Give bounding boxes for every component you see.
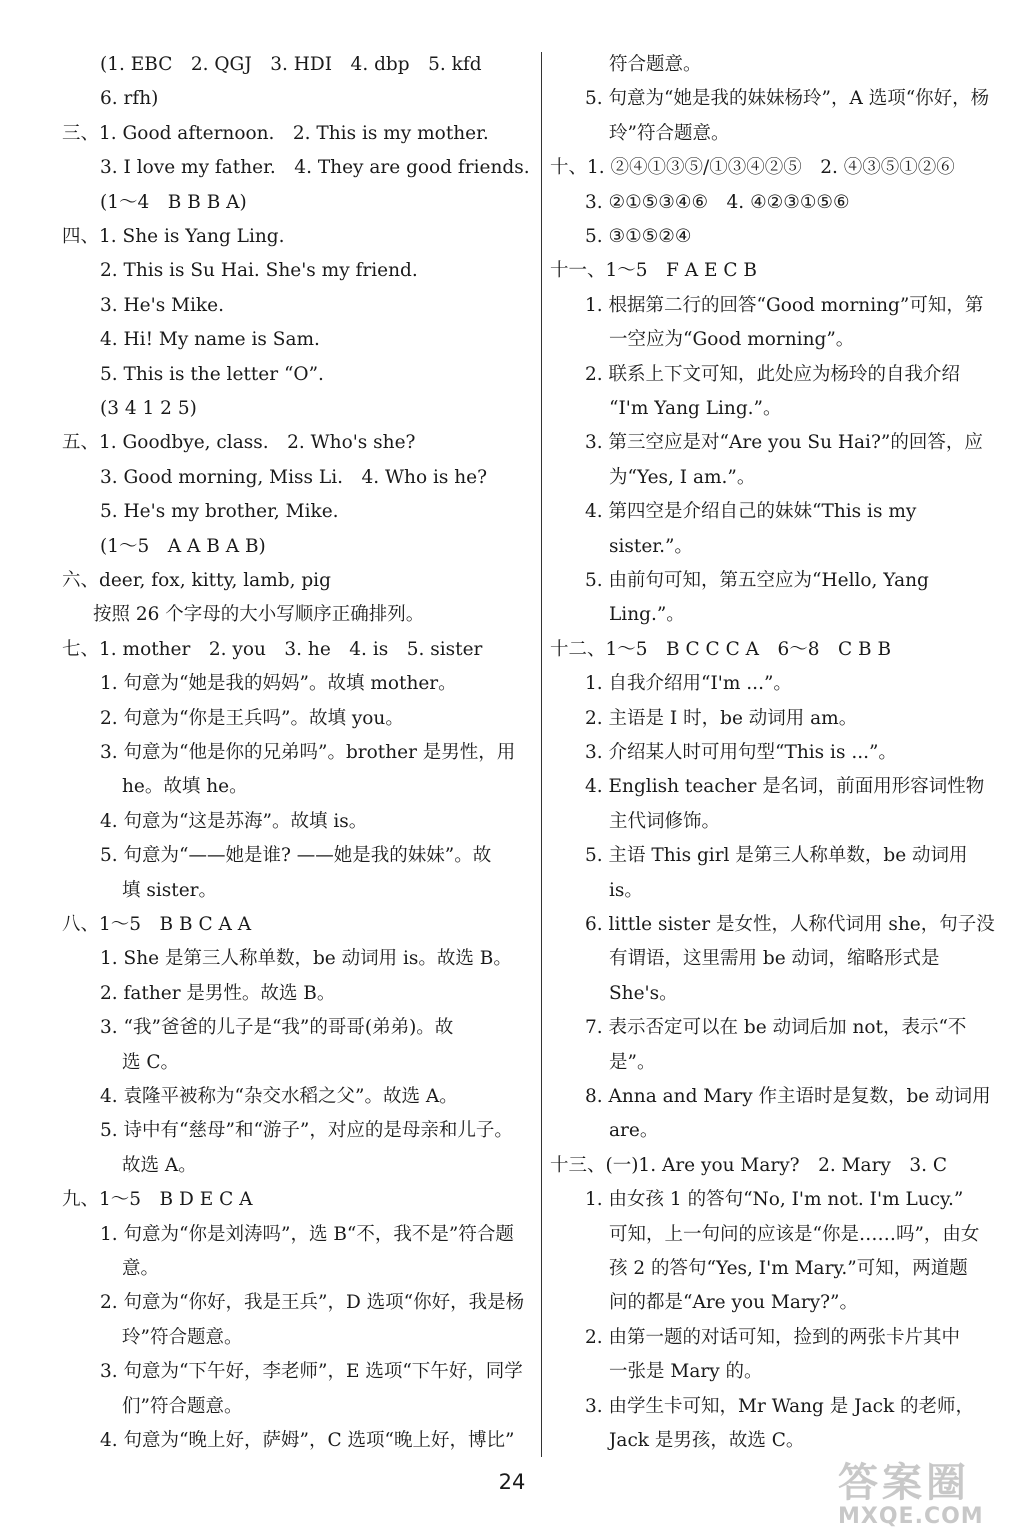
text-line: 1. 句意为“你是刘涛吗”，选 B“不，我不是”符合题 — [100, 1223, 514, 1245]
text-line: 1. 句意为“她是我的妈妈”。故填 mother。 — [100, 673, 457, 695]
text-line: 八、1～5 B B C A A — [62, 914, 252, 935]
text-line: (1～5 A A B A B) — [100, 535, 266, 557]
text-line: 主代词修饰。 — [609, 810, 721, 832]
text-line: 玲”符合题意。 — [609, 122, 730, 144]
text-line: 2. 由第一题的对话可知，捡到的两张卡片其中 — [585, 1326, 961, 1348]
text-line: 3. ②①⑤③④⑥ 4. ④②③①⑤⑥ — [585, 191, 850, 213]
text-line: he。故填 he。 — [122, 776, 248, 798]
text-line: 九、1～5 B D E C A — [62, 1189, 253, 1211]
text-line: 三、1. Good afternoon. 2. This is my mother. — [62, 122, 489, 144]
text-line: 3. Good morning, Miss Li. 4. Who is he? — [100, 466, 488, 488]
text-line: 3. 第三空应是对“Are you Su Hai?”的回答，应 — [585, 432, 983, 454]
text-line: is。 — [609, 879, 643, 901]
text-line: 有谓语，这里需用 be 动词，缩略形式是 — [609, 948, 940, 970]
page-number: 24 — [498, 1470, 526, 1494]
text-line: 1. 根据第二行的回答“Good morning”可知，第 — [585, 294, 984, 316]
text-line: 4. 句意为“晚上好，萨姆”，C 选项“晚上好，博比” — [100, 1430, 515, 1451]
text-line: 2. father 是男性。故选 B。 — [100, 982, 336, 1004]
text-line: 五、1. Goodbye, class. 2. Who's she? — [62, 432, 416, 454]
text-line: 5. 由前句可知，第五空应为“Hello, Yang — [585, 570, 929, 591]
text-line: 们”符合题意。 — [122, 1395, 243, 1417]
text-line: 六、deer, fox, kitty, lamb, pig — [62, 570, 331, 591]
watermark-logo-text: 答案圈 — [838, 1460, 970, 1506]
text-line: 1. 自我介绍用“I'm ...”。 — [585, 673, 792, 695]
text-line: 意。 — [122, 1258, 160, 1279]
text-line: 4. Hi! My name is Sam. — [100, 329, 320, 351]
text-line: 6. rfh) — [100, 88, 159, 110]
text-line: 玲”符合题意。 — [122, 1326, 243, 1348]
text-line: 是”。 — [609, 1051, 656, 1073]
text-line: She's。 — [609, 982, 678, 1004]
text-line: 填 sister。 — [122, 879, 218, 901]
text-line: 选 C。 — [122, 1051, 180, 1073]
text-line: 5. 句意为“——她是谁? ——她是我的妹妹”。故 — [100, 845, 492, 867]
text-line: 十、1. ②④①③⑤/①③④②⑤ 2. ④③⑤①②⑥ — [550, 157, 955, 179]
text-line: 孩 2 的答句“Yes, I'm Mary.”可知，两道题 — [609, 1258, 968, 1279]
watermark-url: MXQE.COM — [838, 1504, 984, 1529]
text-line: 一张是 Mary 的。 — [609, 1361, 763, 1383]
text-line: 2. 联系上下文可知，此处应为杨玲的自我介绍 — [585, 363, 961, 385]
text-line: 按照 26 个字母的大小写顺序正确排列。 — [93, 604, 425, 626]
text-line: 3. He's Mike. — [100, 294, 224, 316]
text-line: 3. I love my father. 4. They are good friends. — [100, 157, 530, 179]
text-line: 2. 句意为“你好，我是王兵”，D 选项“你好，我是杨 — [100, 1292, 525, 1314]
column-divider — [541, 52, 542, 1457]
text-line: 1. 由女孩 1 的答句“No, I'm not. I'm Lucy.” — [585, 1189, 964, 1211]
text-line: 符合题意。 — [609, 54, 702, 75]
text-line: 7. 表示否定可以在 be 动词后加 not，表示“不 — [585, 1017, 967, 1039]
text-line: 可知，上一句问的应该是“你是……吗”，由女 — [609, 1223, 980, 1245]
text-line: 十三、(一)1. Are you Mary? 2. Mary 3. C — [550, 1154, 948, 1176]
text-line: 1. She 是第三人称单数，be 动词用 is。故选 B。 — [100, 948, 512, 970]
text-line: 2. This is Su Hai. She's my friend. — [100, 260, 418, 282]
text-line: 问的都是“Are you Mary?”。 — [609, 1292, 859, 1314]
text-line: 4. English teacher 是名词，前面用形容词性物 — [585, 776, 985, 798]
text-line: 2. 句意为“你是王兵吗”。故填 you。 — [100, 707, 404, 729]
text-line: 七、1. mother 2. you 3. he 4. is 5. sister — [62, 638, 483, 660]
text-line: (1. EBC 2. QGJ 3. HDI 4. dbp 5. kfd — [100, 54, 482, 75]
text-line: (3 4 1 2 5) — [100, 398, 197, 419]
text-line: (1～4 B B B A) — [100, 191, 247, 213]
text-line: 3. 句意为“下午好，李老师”，E 选项“下午好，同学 — [100, 1361, 523, 1383]
text-line: 四、1. She is Yang Ling. — [62, 226, 285, 247]
text-line: 十二、1～5 B C C C A 6～8 C B B — [550, 638, 892, 660]
text-line: sister.”。 — [609, 535, 693, 557]
text-line: 一空应为“Good morning”。 — [609, 329, 855, 351]
text-line: Ling.”。 — [609, 604, 685, 626]
text-line: 6. little sister 是女性，人称代词用 she，句子没 — [585, 914, 995, 935]
text-line: 5. 句意为“她是我的妹妹杨玲”，A 选项“你好，杨 — [585, 88, 990, 110]
text-line: 十一、1～5 F A E C B — [550, 260, 758, 282]
text-line: 4. 第四空是介绍自己的妹妹“This is my — [585, 501, 917, 523]
text-line: 8. Anna and Mary 作主语时是复数，be 动词用 — [585, 1086, 991, 1107]
text-line: 故选 A。 — [122, 1154, 197, 1176]
text-line: 3. 介绍某人时可用句型“This is ...”。 — [585, 742, 897, 763]
text-line: 4. 袁隆平被称为“杂交水稻之父”。故选 A。 — [100, 1086, 458, 1107]
text-line: 2. 主语是 I 时，be 动词用 am。 — [585, 707, 858, 729]
text-line: 为“Yes, I am.”。 — [609, 466, 756, 488]
text-line: 5. He's my brother, Mike. — [100, 501, 339, 523]
text-line: 5. 主语 This girl 是第三人称单数，be 动词用 — [585, 845, 968, 867]
text-line: are。 — [609, 1120, 659, 1142]
text-line: 5. 诗中有“慈母”和“游子”，对应的是母亲和儿子。 — [100, 1120, 513, 1142]
text-line: 5. ③①⑤②④ — [585, 226, 692, 247]
text-line: 3. “我”爸爸的儿子是“我”的哥哥(弟弟)。故 — [100, 1017, 454, 1039]
text-line: Jack 是男孩，故选 C。 — [609, 1430, 805, 1451]
text-line: “I'm Yang Ling.”。 — [609, 398, 782, 419]
text-line: 4. 句意为“这是苏海”。故填 is。 — [100, 810, 368, 832]
text-line: 3. 句意为“他是你的兄弟吗”。brother 是男性，用 — [100, 742, 516, 763]
text-line: 5. This is the letter “O”. — [100, 363, 324, 385]
text-line: 3. 由学生卡可知，Mr Wang 是 Jack 的老师， — [585, 1395, 975, 1417]
watermark-logo — [838, 1460, 1008, 1530]
